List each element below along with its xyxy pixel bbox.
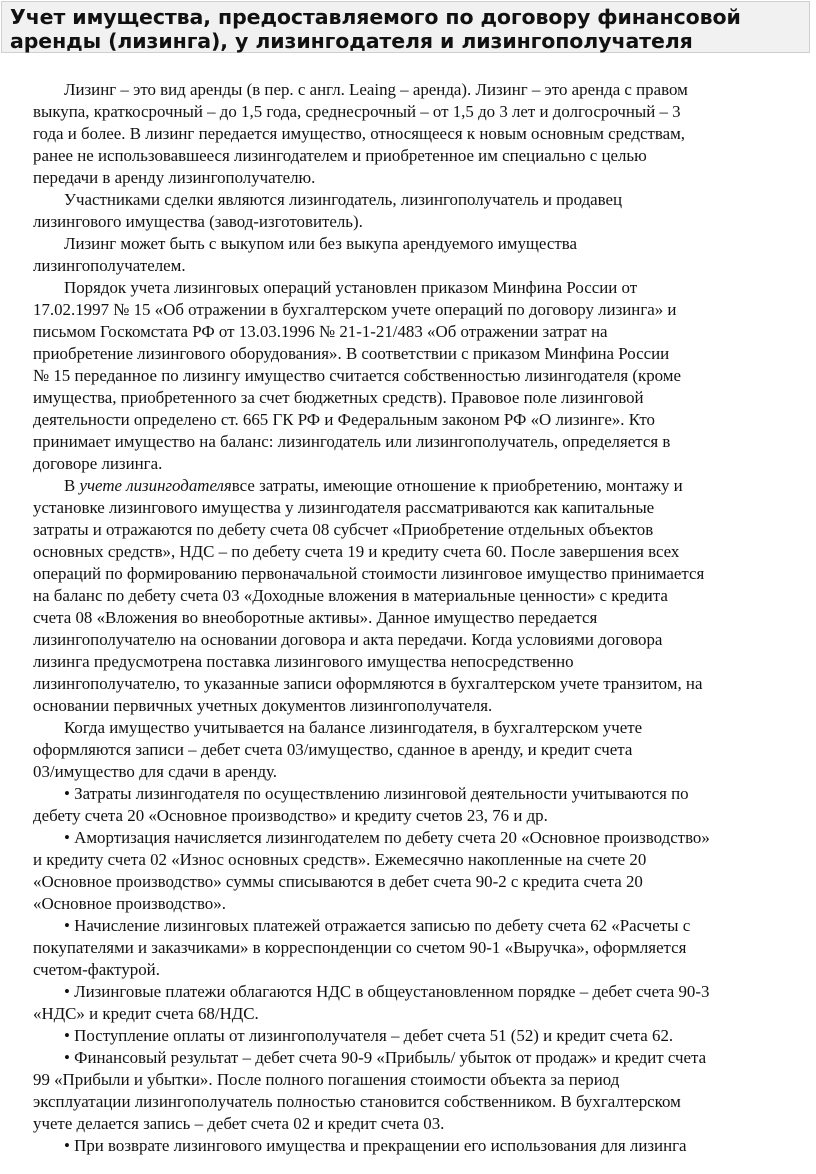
text-line: договоре лизинга. (33, 454, 163, 473)
text-line: • Лизинговые платежи облагаются НДС в общеустановленном порядке – дебет счета 90-3 (64, 982, 710, 1001)
text-line: Лизинг может быть с выкупом или без выкупа арендуемого имущества (64, 234, 577, 253)
text-line: лизинга предусмотрена поставка лизингового имущества непосредственно (33, 652, 574, 671)
text-line: оформляются записи – дебет счета 03/имущество, сданное в аренду, и кредит счета (33, 740, 633, 759)
document-title (1, 1, 810, 53)
title-line: Учет имущества, предоставляемого по договору финансовой (10, 5, 741, 29)
text-line: затраты и отражаются по дебету счета 08 субсчет «Приобретение отдельных объектов (33, 520, 654, 539)
text-line: • Затраты лизингодателя по осуществлению лизинговой деятельности учитываются по (64, 784, 689, 803)
text-line: 17.02.1997 № 15 «Об отражении в бухгалтерском учете операций по договору лизинга» и (33, 300, 677, 319)
text-line: на баланс по дебету счета 03 «Доходные вложения в материальные ценности» с кредита (33, 586, 668, 605)
text-line: счетом-фактурой. (33, 960, 160, 979)
document-body (33, 79, 803, 1157)
text-line: лизингополучателем. (33, 256, 186, 275)
text-line: 03/имущество для сдачи в аренду. (33, 762, 278, 781)
text-line: эксплуатации лизингополучатель полностью становится собственником. В бухгалтерском (33, 1092, 681, 1111)
italic-term: учете лизингодателя (79, 476, 232, 495)
text-line: • Финансовый результат – дебет счета 90-9 «Прибыль/ убыток от продаж» и кредит счета (64, 1048, 707, 1067)
text-run: В (64, 476, 80, 495)
text-line: письмом Госкомстата РФ от 13.03.1996 № 21-1-21/483 «Об отражении затрат на (33, 322, 608, 341)
text-line: № 15 переданное по лизингу имущество считается собственностью лизингодателя (кроме (33, 366, 681, 385)
text-line: операций по формированию первоначальной стоимости лизинговое имущество принимается (33, 564, 705, 583)
text-line: • Поступление оплаты от лизингополучателя – дебет счета 51 (52) и кредит счета 62. (64, 1026, 674, 1045)
text-line: имущества, приобретенного за счет бюджетных средств). Правовое поле лизинговой (33, 388, 644, 407)
text-line: установке лизингового имущества у лизингодателя рассматриваются как капитальные (33, 498, 655, 517)
text-line: «Основное производство» суммы списываются в дебет счета 90-2 с кредита счета 20 (33, 872, 643, 891)
text-line: покупателями и заказчиками» в корреспонденции со счетом 90-1 «Выручка», оформляется (33, 938, 687, 957)
text-line: лизингополучателю на основании договора и акта передачи. Когда условиями договора (33, 630, 663, 649)
text-line: лизингового имущества (завод-изготовитель). (33, 212, 363, 231)
text-line: Когда имущество учитывается на балансе лизингодателя, в бухгалтерском учете (64, 718, 643, 737)
text-line: основных средств», НДС – по дебету счета 19 и кредиту счета 60. После завершения всех (33, 542, 680, 561)
text-line: 99 «Прибыли и убытки». После полного погашения стоимости объекта за период (33, 1070, 620, 1089)
text-line: года и более. В лизинг передается имущество, относящееся к новым основным средствам, (33, 124, 686, 143)
text-line: • Амортизация начисляется лизингодателем по дебету счета 20 «Основное производство» (64, 828, 710, 847)
title-line: аренды (лизинга), у лизингодателя и лизингополучателя (10, 29, 693, 53)
text-line: деятельности определено ст. 665 ГК РФ и Федеральным законом РФ «О лизинге». Кто (33, 410, 655, 429)
text-line (33, 475, 803, 497)
text-line: • При возврате лизингового имущества и прекращении его использования для лизинга (64, 1136, 687, 1155)
text-line: передачи в аренду лизингополучателю. (33, 168, 316, 187)
text-line: приобретение лизингового оборудования». В соответствии с приказом Минфина России (33, 344, 670, 363)
text-line: и кредиту счета 02 «Износ основных средств». Ежемесячно накопленные на счете 20 (33, 850, 647, 869)
text-line: основании первичных учетных документов лизингополучателя. (33, 696, 493, 715)
text-line: лизингополучателю, то указанные записи оформляются в бухгалтерском учете транзитом, на (33, 674, 703, 693)
text-line: учете делается запись – дебет счета 02 и кредит счета 03. (33, 1114, 445, 1133)
text-line: ранее не использовавшееся лизингодателем и приобретенное им специально с целью (33, 146, 647, 165)
text-line: • Начисление лизинговых платежей отражается записью по дебету счета 62 «Расчеты с (64, 916, 691, 935)
text-run: все затраты, имеющие отношение к приобретению, монтажу и (231, 476, 683, 495)
text-line: «Основное производство». (33, 894, 226, 913)
text-line: дебету счета 20 «Основное производство» и кредиту счетов 23, 76 и др. (33, 806, 548, 825)
text-line: Лизинг – это вид аренды (в пер. с англ. Leaing – аренда). Лизинг – это аренда с правом (64, 80, 688, 99)
text-line: выкупа, краткосрочный – до 1,5 года, среднесрочный – от 1,5 до 3 лет и долгосрочный – 3 (33, 102, 681, 121)
text-line: Порядок учета лизинговых операций установлен приказом Минфина России от (64, 278, 638, 297)
text-line: Участниками сделки являются лизингодатель, лизингополучатель и продавец (64, 190, 623, 209)
text-line: «НДС» и кредит счета 68/НДС. (33, 1004, 259, 1023)
text-line: счета 08 «Вложения во внеоборотные активы». Данное имущество передается (33, 608, 598, 627)
text-line: принимает имущество на баланс: лизингодатель или лизингополучатель, определяется в (33, 432, 671, 451)
